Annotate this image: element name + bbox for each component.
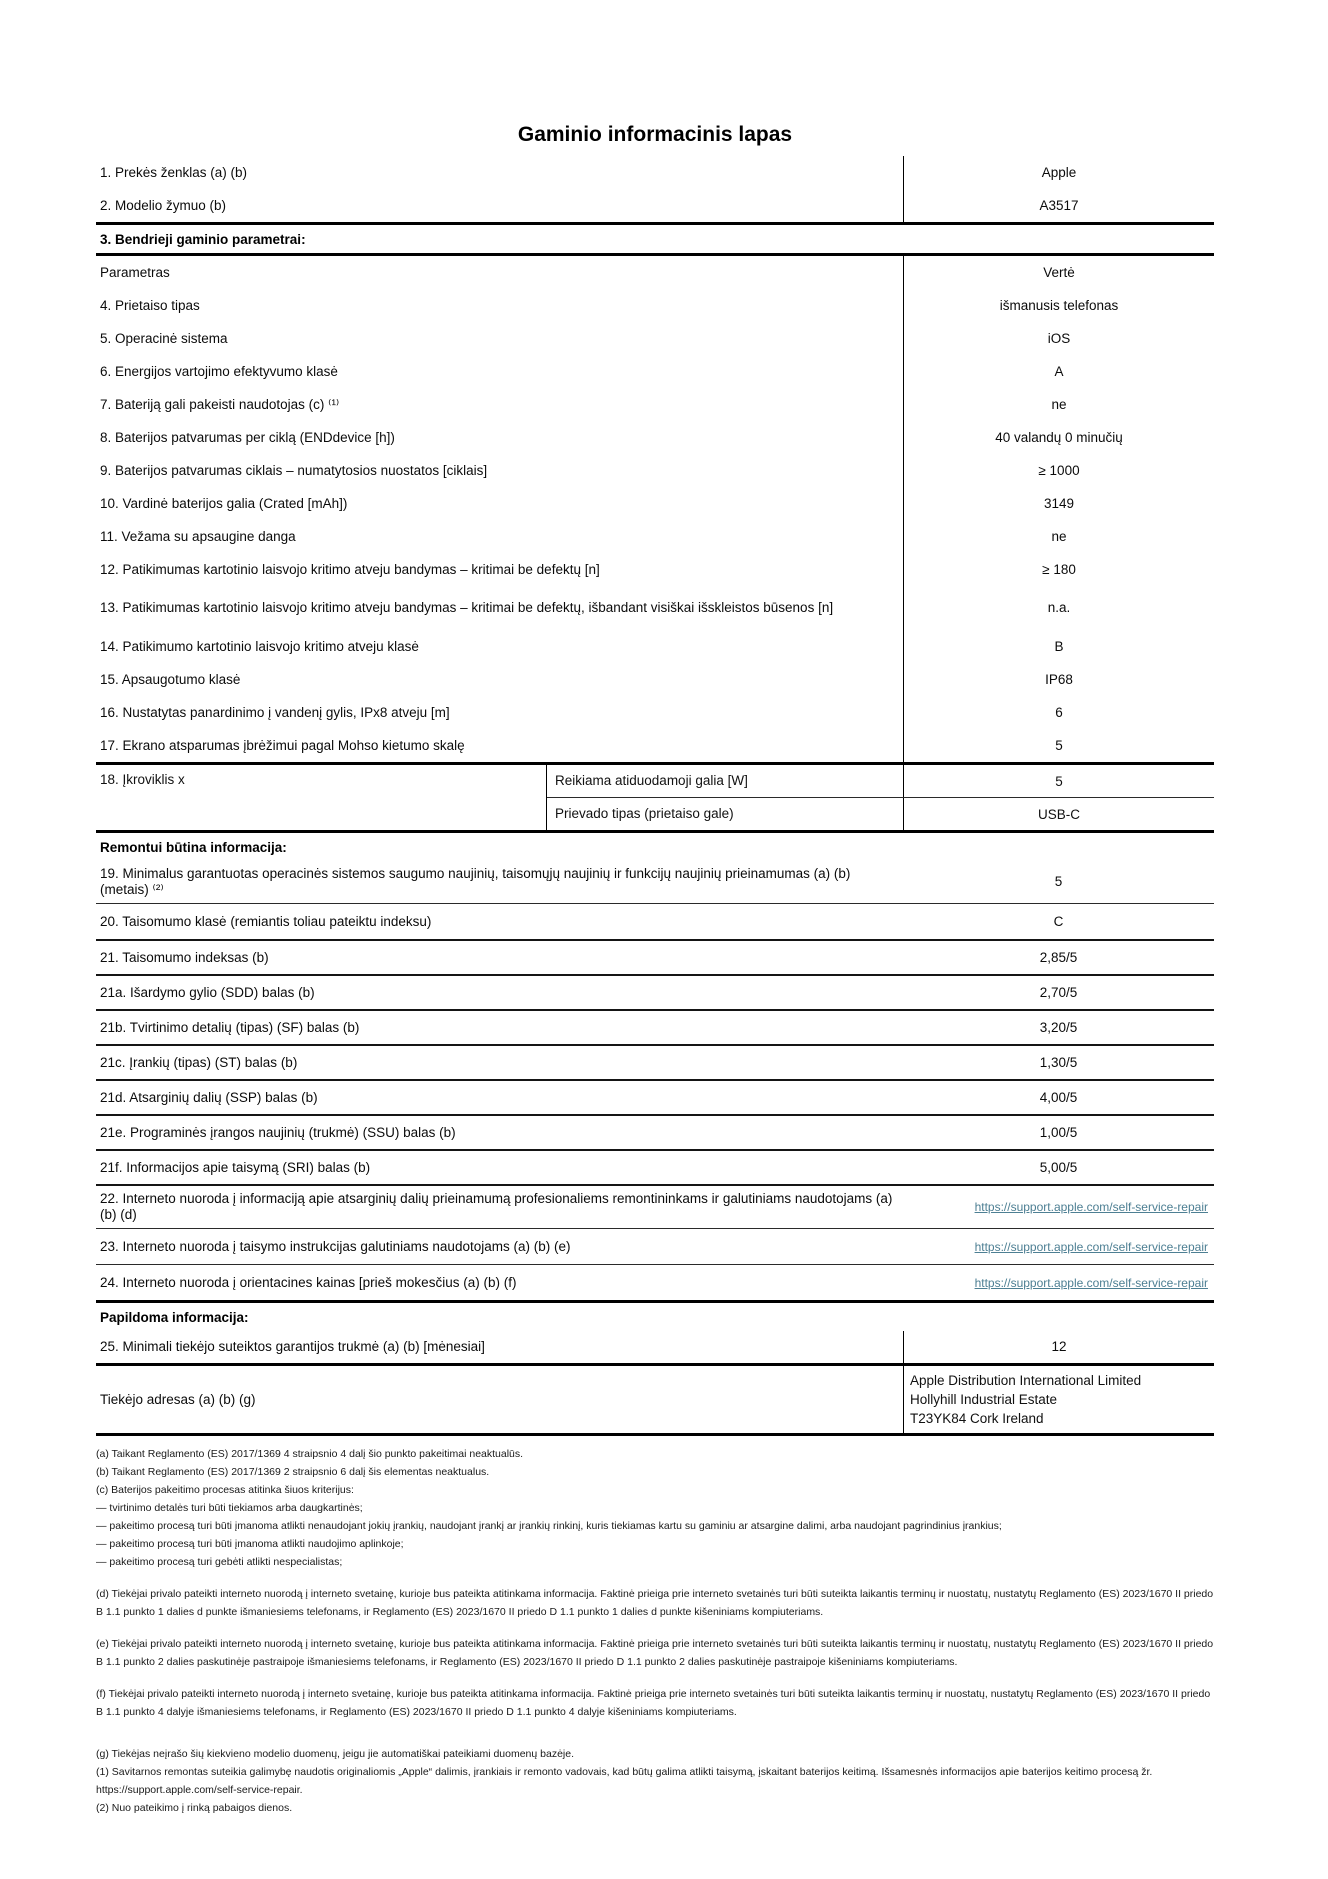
row-value (903, 1186, 1214, 1228)
repair-table (96, 861, 1214, 1186)
row-value: A (903, 355, 1214, 388)
footnote-c: (c) Baterijos pakeitimo procesas atitinka šiuos kriterijus: (96, 1484, 354, 1496)
row-label: Reikiama atiduodamoji galia [W] (555, 773, 748, 788)
row-label: 10. Vardinė baterijos galia (Crated [mAh]) (100, 495, 348, 511)
row-label: 8. Baterijos patvarumas per ciklą (ENDdevice [h]) (100, 429, 395, 445)
indicative-prices-link[interactable]: https://support.apple.com/self-service-repair (974, 1275, 1208, 1290)
row-value: 4,00/5 (1039, 1089, 1078, 1105)
row-value: 5 (1054, 874, 1063, 889)
row-value: 3149 (903, 487, 1214, 520)
row-label: 21e. Programinės įrangos naujinių (trukmė) (SSU) balas (b) (100, 1124, 456, 1140)
row-label: 4. Prietaiso tipas (100, 297, 200, 313)
row-label: 19. Minimalus garantuotas operacinės sistemos saugumo naujinių, taisomųjų naujinių ir funkcijų naujinių prieinamumas (a) (b) (metais) ⁽²⁾ (100, 866, 851, 897)
table-row (96, 696, 1214, 729)
row-label: 21. Taisomumo indeksas (b) (100, 949, 269, 965)
footnotes (96, 1445, 1214, 1817)
row-value: ne (903, 520, 1214, 553)
footnote-c-item: — pakeitimo procesą turi būti įmanoma atlikti nenaudojant jokių įrankių, naudojant įrankį ar įrankių rinkinį, kuris tiekiamas kartu su gaminiu ar atsargine dalimi, arba naudojant pagrindinius įrankius; (96, 1520, 1002, 1532)
row-value: A3517 (903, 189, 1214, 222)
row-label: 17. Ekrano atsparumas įbrėžimui pagal Mohso kietumo skalę (100, 737, 465, 753)
footnote-c-item: — pakeitimo procesą turi gebėti atlikti nespecialistas; (96, 1556, 343, 1568)
row-label: 7. Bateriją gali pakeisti naudotojas (c) ⁽¹⁾ (100, 396, 340, 412)
row-label: 21a. Išardymo gylio (SDD) balas (b) (100, 984, 315, 1000)
row-label: 21b. Tvirtinimo detalių (tipas) (SF) balas (b) (100, 1019, 360, 1035)
row-value: 6 (903, 696, 1214, 729)
table-row (96, 1186, 1214, 1229)
table-row (96, 904, 1214, 941)
footnote-2: (2) Nuo pateikimo į rinką pabaigos dienos. (96, 1802, 293, 1814)
row-label: 13. Patikimumas kartotinio laisvojo kritimo atveju bandymas – kritimai be defektų, išbandant visiškai išskleistos būsenos [n] (100, 600, 834, 615)
table-row-brand (96, 156, 1214, 189)
address-line: T23YK84 Cork Ireland (910, 1411, 1044, 1426)
charger-label: 18. Įkroviklis x (100, 772, 185, 787)
table-row (547, 765, 1214, 797)
footnote-c-item: — pakeitimo procesą turi būti įmanoma atlikti naudojimo aplinkoje; (96, 1538, 404, 1550)
row-value: Apple (903, 156, 1214, 189)
row-label: 6. Energijos vartojimo efektyvumo klasė (100, 363, 338, 379)
row-label: 21f. Informacijos apie taisymą (SRI) balas (b) (100, 1159, 371, 1175)
section-header-additional: Papildoma informacija: (100, 1309, 249, 1325)
table-row (96, 663, 1214, 696)
row-value: 1,30/5 (1039, 1054, 1078, 1070)
row-value: iOS (903, 322, 1214, 355)
table-row (96, 1265, 1214, 1303)
section-header-repair: Remontui būtina informacija: (100, 839, 287, 855)
table-row (96, 976, 1214, 1011)
row-label: 22. Interneto nuoroda į informaciją apie atsarginių dalių prieinamumą profesionaliems remontininkams ir galutiniams naudotojams (a) (b) (d) (100, 1191, 893, 1222)
table-row-warranty (96, 1331, 1214, 1366)
table-row (96, 289, 1214, 322)
row-label: 2. Modelio žymuo (b) (100, 197, 227, 213)
table-row (96, 553, 1214, 586)
row-value: 3,20/5 (1039, 1019, 1078, 1035)
row-label: 21c. Įrankių (tipas) (ST) balas (b) (100, 1054, 298, 1070)
footnote-1: (1) Savitarnos remontas suteikia galimybę naudotis originaliomis „Apple“ dalimis, įrankiais ir remonto vadovais, kad būtų galima atlikti taisymą, įskaitant baterijos keitimą. Išsamesnės informacijos apie baterijos keitimo procesą žr. https://support.apple.com/self-service-repair. (96, 1766, 1153, 1796)
table-row (96, 1011, 1214, 1046)
row-label: 23. Interneto nuoroda į taisymo instrukcijas galutiniams naudotojams (a) (b) (e) (100, 1238, 571, 1254)
row-label: 21d. Atsarginių dalių (SSP) balas (b) (100, 1089, 318, 1105)
row-value: ≥ 180 (903, 553, 1214, 586)
footnote-d: (d) Tiekėjai privalo pateikti interneto nuorodą į interneto svetainę, kurioje bus pateikta atitinkama informacija. Faktinė prieiga prie interneto svetainės turi būti suteikta laikantis terminų ir nuostatų, nustatytų Reglamento (ES) 2023/1670 II priedo B 1.1 punkto 1 dalies d punkte išmaniesiems telefonams, ir Reglamento (ES) 2023/1670 II priedo D 1.1 punkto 1 dalies d punkte kišeniniams kompiuteriams. (96, 1588, 1214, 1618)
row-value: USB-C (903, 798, 1214, 830)
row-label: 16. Nustatytas panardinimo į vandenį gylis, IPx8 atveju [m] (100, 704, 450, 720)
footnote-f: (f) Tiekėjai privalo pateikti interneto nuorodą į interneto svetainę, kurioje bus pateikta atitinkama informacija. Faktinė prieiga prie interneto svetainės turi būti suteikta laikantis terminų ir nuostatų, nustatytų Reglamento (ES) 2023/1670 II priedo B 1.1 punkto 4 dalyje išmaniesiems telefonams, ir Reglamento (ES) 2023/1670 II priedo D 1.1 punkto 4 dalyje kišeniniams kompiuteriams. (96, 1688, 1211, 1718)
table-row (96, 729, 1214, 762)
row-value (903, 1265, 1214, 1300)
table-row (96, 586, 1214, 630)
row-label: 20. Taisomumo klasė (remiantis toliau pateiktu indeksu) (100, 913, 432, 929)
table-row (96, 1151, 1214, 1186)
identity-table (96, 156, 1214, 225)
row-label: 11. Vežama su apsaugine danga (100, 528, 296, 544)
row-value: 2,70/5 (1039, 984, 1078, 1000)
table-row (96, 520, 1214, 553)
table-row (96, 1046, 1214, 1081)
row-label: 9. Baterijos patvarumas ciklais – numatytosios nuostatos [ciklais] (100, 462, 488, 478)
row-value: ne (903, 388, 1214, 421)
table-row (96, 1081, 1214, 1116)
footnote-g: (g) Tiekėjas neįrašo šių kiekvieno modelio duomenų, jeigu jie automatiškai pateikiami duomenų bazėje. (96, 1748, 575, 1760)
row-value: išmanusis telefonas (903, 289, 1214, 322)
row-label: Prievado tipas (prietaiso gale) (555, 806, 734, 821)
table-row-supplier-address (96, 1366, 1214, 1436)
table-row-model (96, 189, 1214, 222)
address-line: Hollyhill Industrial Estate (910, 1392, 1058, 1407)
table-row (96, 454, 1214, 487)
table-row (547, 797, 1214, 830)
row-value: n.a. (903, 586, 1214, 630)
table-row (96, 861, 1214, 904)
row-value: B (903, 630, 1214, 663)
table-row (96, 630, 1214, 663)
supplier-address (903, 1366, 1214, 1433)
page-title: Gaminio informacinis lapas (517, 123, 793, 146)
row-value: IP68 (903, 663, 1214, 696)
table-row (96, 941, 1214, 976)
section-header-general: 3. Bendrieji gaminio parametrai: (96, 225, 1214, 256)
row-label: 1. Prekės ženklas (a) (b) (100, 164, 248, 180)
row-label: Tiekėjo adresas (a) (b) (g) (100, 1391, 256, 1407)
row-value: 1,00/5 (1039, 1124, 1078, 1140)
column-header-parameter: Parametras (100, 264, 170, 280)
table-row (96, 388, 1214, 421)
general-parameters-table (96, 256, 1214, 765)
table-row (96, 421, 1214, 454)
table-row (96, 487, 1214, 520)
address-line: Apple Distribution International Limited (910, 1373, 1142, 1388)
spare-parts-link[interactable]: https://support.apple.com/self-service-repair (974, 1200, 1208, 1214)
table-row (96, 1229, 1214, 1265)
table-row (96, 355, 1214, 388)
charger-table (96, 765, 1214, 833)
row-label: 24. Interneto nuoroda į orientacines kainas [prieš mokesčius (a) (b) (f) (100, 1274, 517, 1290)
row-value: 5 (903, 765, 1214, 797)
row-label: 25. Minimali tiekėjo suteiktos garantijos trukmė (a) (b) [mėnesiai] (100, 1339, 485, 1354)
footnote-c-item: — tvirtinimo detalės turi būti tiekiamos arba daugkartinės; (96, 1502, 363, 1514)
row-value: 12 (903, 1331, 1214, 1363)
row-value: 5,00/5 (1039, 1159, 1078, 1175)
table-row (96, 1116, 1214, 1151)
repair-instructions-link[interactable]: https://support.apple.com/self-service-repair (974, 1239, 1208, 1254)
footnote-e: (e) Tiekėjai privalo pateikti interneto nuorodą į interneto svetainę, kurioje bus pateikta atitinkama informacija. Faktinė prieiga prie interneto svetainės turi būti suteikta laikantis terminų ir nuostatų, nustatytų Reglamento (ES) 2023/1670 II priedo B 1.1 punkto 2 dalies paskutinėje pastraipoje išmaniesiems telefonams, ir Reglamento (ES) 2023/1670 II priedo D 1.1 punkto 2 dalies paskutinėje pastraipoje kišeniniams kompiuteriams. (96, 1638, 1214, 1668)
row-value: 2,85/5 (1039, 949, 1078, 965)
row-value: C (1053, 913, 1064, 929)
charger-subtable (546, 765, 1214, 830)
row-label: 12. Patikimumas kartotinio laisvojo kritimo atveju bandymas – kritimai be defektų [n] (100, 561, 600, 577)
additional-table (96, 1331, 1214, 1436)
table-row (96, 322, 1214, 355)
row-label: 14. Patikimumo kartotinio laisvojo kritimo atveju klasė (100, 638, 419, 654)
table-header-row (96, 256, 1214, 289)
row-value: 40 valandų 0 minučių (903, 421, 1214, 454)
sheet-content (96, 122, 1214, 1817)
column-header-value: Vertė (903, 256, 1214, 289)
row-value (903, 1229, 1214, 1264)
footnote-b: (b) Taikant Reglamento (ES) 2017/1369 2 straipsnio 6 dalį šis elementas neaktualus. (96, 1466, 490, 1478)
row-value: 5 (903, 729, 1214, 762)
footnote-a: (a) Taikant Reglamento (ES) 2017/1369 4 straipsnio 4 dalį šio punkto pakeitimai neaktualūs. (96, 1448, 524, 1460)
row-label: 15. Apsaugotumo klasė (100, 671, 241, 687)
row-value: ≥ 1000 (903, 454, 1214, 487)
links-table (96, 1186, 1214, 1303)
row-label: 5. Operacinė sistema (100, 330, 228, 346)
